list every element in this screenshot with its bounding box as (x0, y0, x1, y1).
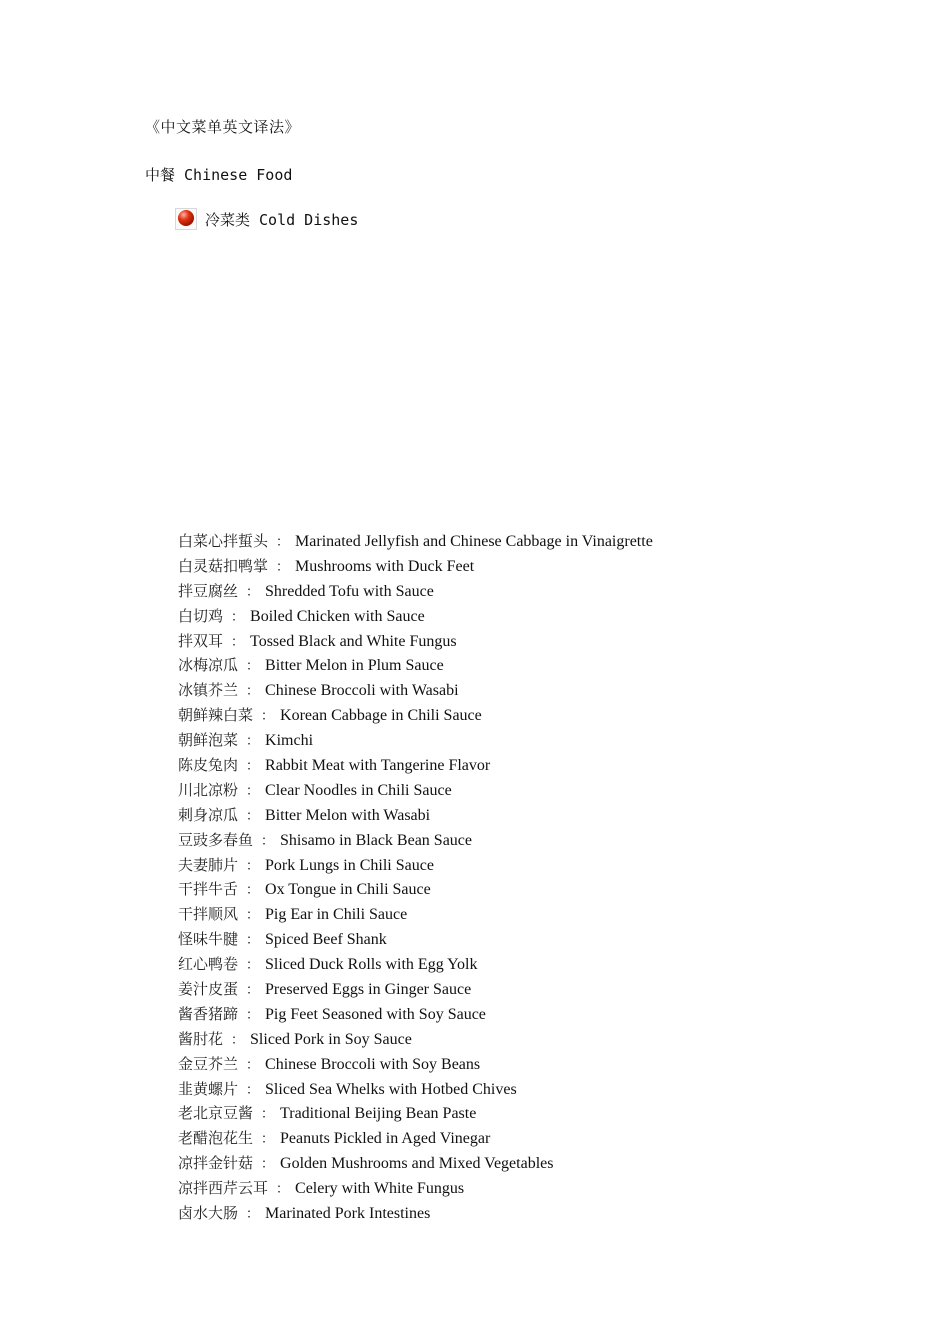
dish-english-name: Kimchi (265, 732, 314, 750)
dish-english-name: Traditional Beijing Bean Paste (280, 1105, 477, 1123)
dish-separator: ： (246, 783, 260, 799)
dish-chinese-name: 卤水大肠 (178, 1204, 239, 1223)
dish-english-name: Sliced Pork in Soy Sauce (250, 1030, 412, 1048)
dish-chinese-name: 老北京豆酱 (178, 1104, 254, 1123)
dish-english-name: Chinese Broccoli with Soy Beans (265, 1055, 481, 1073)
dish-separator: ： (261, 1107, 275, 1123)
dish-english-name: Marinated Jellyfish and Chinese Cabbage in Vinaigrette (295, 533, 653, 550)
dish-item (178, 1176, 653, 1201)
dish-item (178, 877, 653, 902)
dish-separator: ： (246, 808, 260, 824)
dish-separator: ： (246, 1207, 260, 1223)
dish-item (178, 703, 653, 728)
dish-item (178, 554, 653, 579)
dish-english-name: Pig Feet Seasoned with Soy Sauce (265, 1005, 486, 1023)
dish-chinese-name: 红心鸭卷 (178, 955, 239, 974)
dish-item (178, 1126, 653, 1151)
dish-english-name: Korean Cabbage in Chili Sauce (280, 707, 482, 725)
dish-english-name: Tossed Black and White Fungus (250, 632, 457, 650)
dish-english-name: Shredded Tofu with Sauce (265, 582, 434, 600)
dish-english-name: Spiced Beef Shank (265, 931, 387, 949)
dish-chinese-name: 金豆芥兰 (178, 1054, 239, 1073)
dish-chinese-name: 朝鲜辣白菜 (178, 706, 254, 725)
red-ball-icon (175, 208, 197, 230)
dish-separator: ： (276, 535, 290, 550)
dish-chinese-name: 干拌牛舌 (178, 880, 239, 899)
dish-english-name: Bitter Melon in Plum Sauce (265, 657, 444, 675)
dish-separator: ： (246, 1007, 260, 1023)
dish-separator: ： (246, 1057, 260, 1073)
dish-chinese-name: 白切鸡 (178, 606, 224, 625)
dish-chinese-name: 陈皮兔肉 (178, 756, 239, 775)
dish-chinese-name: 怪味牛腱 (178, 930, 239, 949)
dish-chinese-name: 拌豆腐丝 (178, 581, 239, 600)
dish-english-name: Clear Noodles in Chili Sauce (265, 781, 452, 799)
dish-chinese-name: 朝鲜泡菜 (178, 731, 239, 750)
dish-separator: ： (231, 609, 245, 625)
dish-chinese-name: 拌双耳 (178, 631, 224, 650)
dish-chinese-name: 酱香猪蹄 (178, 1004, 239, 1023)
dish-separator: ： (261, 709, 275, 725)
dish-english-name: Chinese Broccoli with Wasabi (265, 682, 459, 700)
dish-chinese-name: 刺身凉瓜 (178, 805, 239, 824)
subsection-heading (175, 208, 358, 230)
dish-english-name: Sliced Sea Whelks with Hotbed Chives (265, 1080, 517, 1098)
dish-english-name: Pig Ear in Chili Sauce (265, 906, 408, 924)
dish-item (178, 753, 653, 778)
dish-chinese-name: 干拌顺风 (178, 905, 239, 924)
dish-english-name: Ox Tongue in Chili Sauce (265, 881, 431, 899)
dish-item (178, 977, 653, 1002)
dish-item (178, 1052, 653, 1077)
dish-separator: ： (276, 1182, 290, 1198)
dish-english-name: Preserved Eggs in Ginger Sauce (265, 981, 472, 999)
document-title: 《中文菜单英文译法》 (145, 118, 301, 136)
dish-item (178, 629, 653, 654)
dish-item (178, 678, 653, 703)
dish-chinese-name: 姜汁皮蛋 (178, 980, 239, 999)
dish-separator: ： (261, 1157, 275, 1173)
dish-item (178, 853, 653, 878)
dish-chinese-name: 冰镇芥兰 (178, 681, 239, 700)
dish-separator: ： (246, 584, 260, 600)
dish-english-name: Rabbit Meat with Tangerine Flavor (265, 757, 491, 775)
dish-item (178, 604, 653, 629)
dish-separator: ： (246, 734, 260, 750)
dish-chinese-name: 豆豉多春鱼 (178, 830, 254, 849)
dish-item (178, 1077, 653, 1102)
dish-chinese-name: 白菜心拌蜇头 (178, 532, 269, 550)
dish-chinese-name: 夫妻肺片 (178, 855, 239, 874)
dish-english-name: Mushrooms with Duck Feet (295, 557, 475, 575)
dish-item (178, 1201, 653, 1226)
dish-separator: ： (261, 833, 275, 849)
dish-chinese-name: 白灵菇扣鸭掌 (178, 556, 269, 575)
dish-separator: ： (246, 1082, 260, 1098)
dish-item (178, 1101, 653, 1126)
dish-english-name: Sliced Duck Rolls with Egg Yolk (265, 956, 478, 974)
dish-english-name: Shisamo in Black Bean Sauce (280, 831, 472, 849)
dish-separator: ： (246, 684, 260, 700)
dish-item (178, 1027, 653, 1052)
dish-separator: ： (246, 908, 260, 924)
dish-separator: ： (231, 1032, 245, 1048)
dish-chinese-name: 老醋泡花生 (178, 1129, 254, 1148)
dish-item (178, 728, 653, 753)
dish-english-name: Boiled Chicken with Sauce (250, 607, 425, 625)
dish-separator: ： (246, 883, 260, 899)
section-heading: 中餐 Chinese Food (145, 166, 293, 184)
dish-item (178, 529, 653, 554)
dish-english-name: Pork Lungs in Chili Sauce (265, 856, 434, 874)
dish-item (178, 778, 653, 803)
dish-english-name: Golden Mushrooms and Mixed Vegetables (280, 1155, 554, 1173)
dish-list (178, 529, 653, 1226)
dish-item (178, 828, 653, 853)
dish-english-name: Peanuts Pickled in Aged Vinegar (280, 1130, 491, 1148)
dish-item (178, 653, 653, 678)
dish-separator: ： (246, 958, 260, 974)
dish-item (178, 1002, 653, 1027)
dish-item (178, 803, 653, 828)
subsection-label: 冷菜类 Cold Dishes (205, 210, 359, 229)
dish-english-name: Bitter Melon with Wasabi (265, 806, 431, 824)
dish-chinese-name: 凉拌西芹云耳 (178, 1179, 269, 1198)
dish-chinese-name: 凉拌金针菇 (178, 1154, 254, 1173)
dish-separator: ： (231, 634, 245, 650)
dish-separator: ： (246, 659, 260, 675)
dish-chinese-name: 冰梅凉瓜 (178, 656, 239, 675)
dish-separator: ： (276, 559, 290, 575)
dish-separator: ： (261, 1132, 275, 1148)
dish-english-name: Celery with White Fungus (295, 1180, 465, 1198)
dish-english-name: Marinated Pork Intestines (265, 1205, 431, 1223)
dish-chinese-name: 酱肘花 (178, 1029, 224, 1048)
dish-item (178, 952, 653, 977)
dish-separator: ： (246, 983, 260, 999)
dish-item (178, 579, 653, 604)
dish-item (178, 902, 653, 927)
dish-separator: ： (246, 759, 260, 775)
dish-chinese-name: 韭黄螺片 (178, 1079, 239, 1098)
dish-chinese-name: 川北凉粉 (178, 780, 239, 799)
dish-item (178, 927, 653, 952)
dish-separator: ： (246, 858, 260, 874)
dish-item (178, 1151, 653, 1176)
dish-separator: ： (246, 933, 260, 949)
